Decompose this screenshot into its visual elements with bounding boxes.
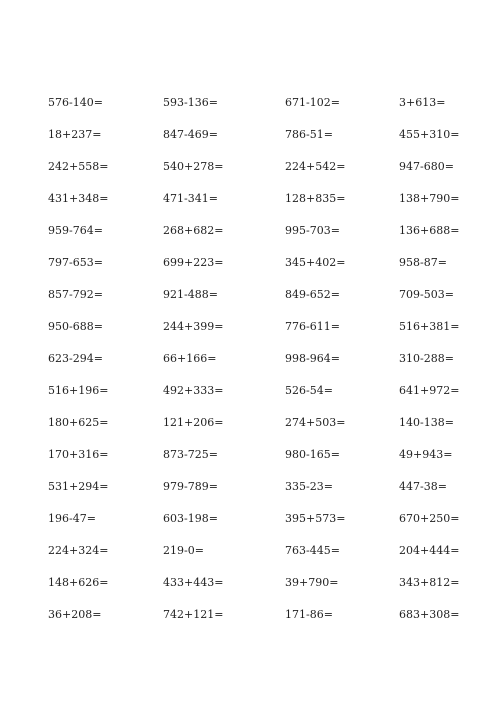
arithmetic-problem: 343+812= xyxy=(399,576,460,589)
arithmetic-problem: 36+208= xyxy=(48,608,102,621)
problem-row xyxy=(48,511,468,543)
arithmetic-problem: 516+381= xyxy=(399,320,460,333)
arithmetic-problem: 958-87= xyxy=(399,256,447,269)
arithmetic-problem: 395+573= xyxy=(285,512,346,525)
problem-row xyxy=(48,191,468,223)
arithmetic-problem: 959-764= xyxy=(48,224,103,237)
arithmetic-problem: 39+790= xyxy=(285,576,339,589)
arithmetic-problem: 857-792= xyxy=(48,288,103,301)
arithmetic-problem: 576-140= xyxy=(48,96,103,109)
arithmetic-problem: 709-503= xyxy=(399,288,454,301)
arithmetic-problem: 995-703= xyxy=(285,224,340,237)
arithmetic-problem: 641+972= xyxy=(399,384,460,397)
arithmetic-problem: 742+121= xyxy=(163,608,224,621)
arithmetic-problem: 540+278= xyxy=(163,160,224,173)
problem-row xyxy=(48,159,468,191)
arithmetic-problem: 593-136= xyxy=(163,96,218,109)
arithmetic-problem: 847-469= xyxy=(163,128,218,141)
arithmetic-problem: 947-680= xyxy=(399,160,454,173)
arithmetic-problem: 531+294= xyxy=(48,480,109,493)
arithmetic-problem: 603-198= xyxy=(163,512,218,525)
arithmetic-problem: 204+444= xyxy=(399,544,460,557)
arithmetic-problem: 433+443= xyxy=(163,576,224,589)
arithmetic-problem: 66+166= xyxy=(163,352,217,365)
arithmetic-problem: 242+558= xyxy=(48,160,109,173)
arithmetic-problem: 49+943= xyxy=(399,448,453,461)
arithmetic-problem: 786-51= xyxy=(285,128,333,141)
problem-row xyxy=(48,607,468,639)
arithmetic-problem: 310-288= xyxy=(399,352,454,365)
arithmetic-problem: 140-138= xyxy=(399,416,454,429)
arithmetic-problem: 180+625= xyxy=(48,416,109,429)
arithmetic-problem: 455+310= xyxy=(399,128,460,141)
problem-row xyxy=(48,383,468,415)
arithmetic-problem: 670+250= xyxy=(399,512,460,525)
arithmetic-problem: 224+542= xyxy=(285,160,346,173)
problem-row xyxy=(48,127,468,159)
arithmetic-problem: 763-445= xyxy=(285,544,340,557)
arithmetic-problem: 873-725= xyxy=(163,448,218,461)
arithmetic-problem: 136+688= xyxy=(399,224,460,237)
arithmetic-problem: 268+682= xyxy=(163,224,224,237)
arithmetic-problem: 797-653= xyxy=(48,256,103,269)
arithmetic-problem: 950-688= xyxy=(48,320,103,333)
arithmetic-problem: 921-488= xyxy=(163,288,218,301)
arithmetic-problem: 671-102= xyxy=(285,96,340,109)
problem-row xyxy=(48,287,468,319)
arithmetic-problem: 274+503= xyxy=(285,416,346,429)
problem-row xyxy=(48,255,468,287)
arithmetic-problem: 196-47= xyxy=(48,512,96,525)
arithmetic-problem: 138+790= xyxy=(399,192,460,205)
arithmetic-problem: 447-38= xyxy=(399,480,447,493)
problem-row xyxy=(48,95,468,127)
problem-row xyxy=(48,575,468,607)
arithmetic-problem: 345+402= xyxy=(285,256,346,269)
arithmetic-problem: 219-0= xyxy=(163,544,204,557)
arithmetic-problem: 128+835= xyxy=(285,192,346,205)
problem-row xyxy=(48,543,468,575)
problem-row xyxy=(48,415,468,447)
arithmetic-problem: 980-165= xyxy=(285,448,340,461)
arithmetic-problem: 683+308= xyxy=(399,608,460,621)
arithmetic-problem: 244+399= xyxy=(163,320,224,333)
problem-row xyxy=(48,447,468,479)
arithmetic-problem: 431+348= xyxy=(48,192,109,205)
arithmetic-problem: 623-294= xyxy=(48,352,103,365)
arithmetic-problem: 849-652= xyxy=(285,288,340,301)
arithmetic-problem: 170+316= xyxy=(48,448,109,461)
arithmetic-problem: 121+206= xyxy=(163,416,224,429)
problem-row xyxy=(48,479,468,511)
problem-row xyxy=(48,223,468,255)
arithmetic-problem: 699+223= xyxy=(163,256,224,269)
arithmetic-problem: 526-54= xyxy=(285,384,333,397)
arithmetic-problem: 171-86= xyxy=(285,608,333,621)
arithmetic-problem: 335-23= xyxy=(285,480,333,493)
arithmetic-problem: 492+333= xyxy=(163,384,224,397)
arithmetic-problem: 224+324= xyxy=(48,544,109,557)
arithmetic-problem: 998-964= xyxy=(285,352,340,365)
arithmetic-problem: 148+626= xyxy=(48,576,109,589)
arithmetic-problem: 776-611= xyxy=(285,320,340,333)
problem-row xyxy=(48,351,468,383)
arithmetic-problem: 3+613= xyxy=(399,96,446,109)
arithmetic-problem: 471-341= xyxy=(163,192,218,205)
arithmetic-problem: 18+237= xyxy=(48,128,102,141)
arithmetic-problem: 516+196= xyxy=(48,384,109,397)
problem-grid xyxy=(48,95,468,639)
problem-row xyxy=(48,319,468,351)
arithmetic-problem: 979-789= xyxy=(163,480,218,493)
